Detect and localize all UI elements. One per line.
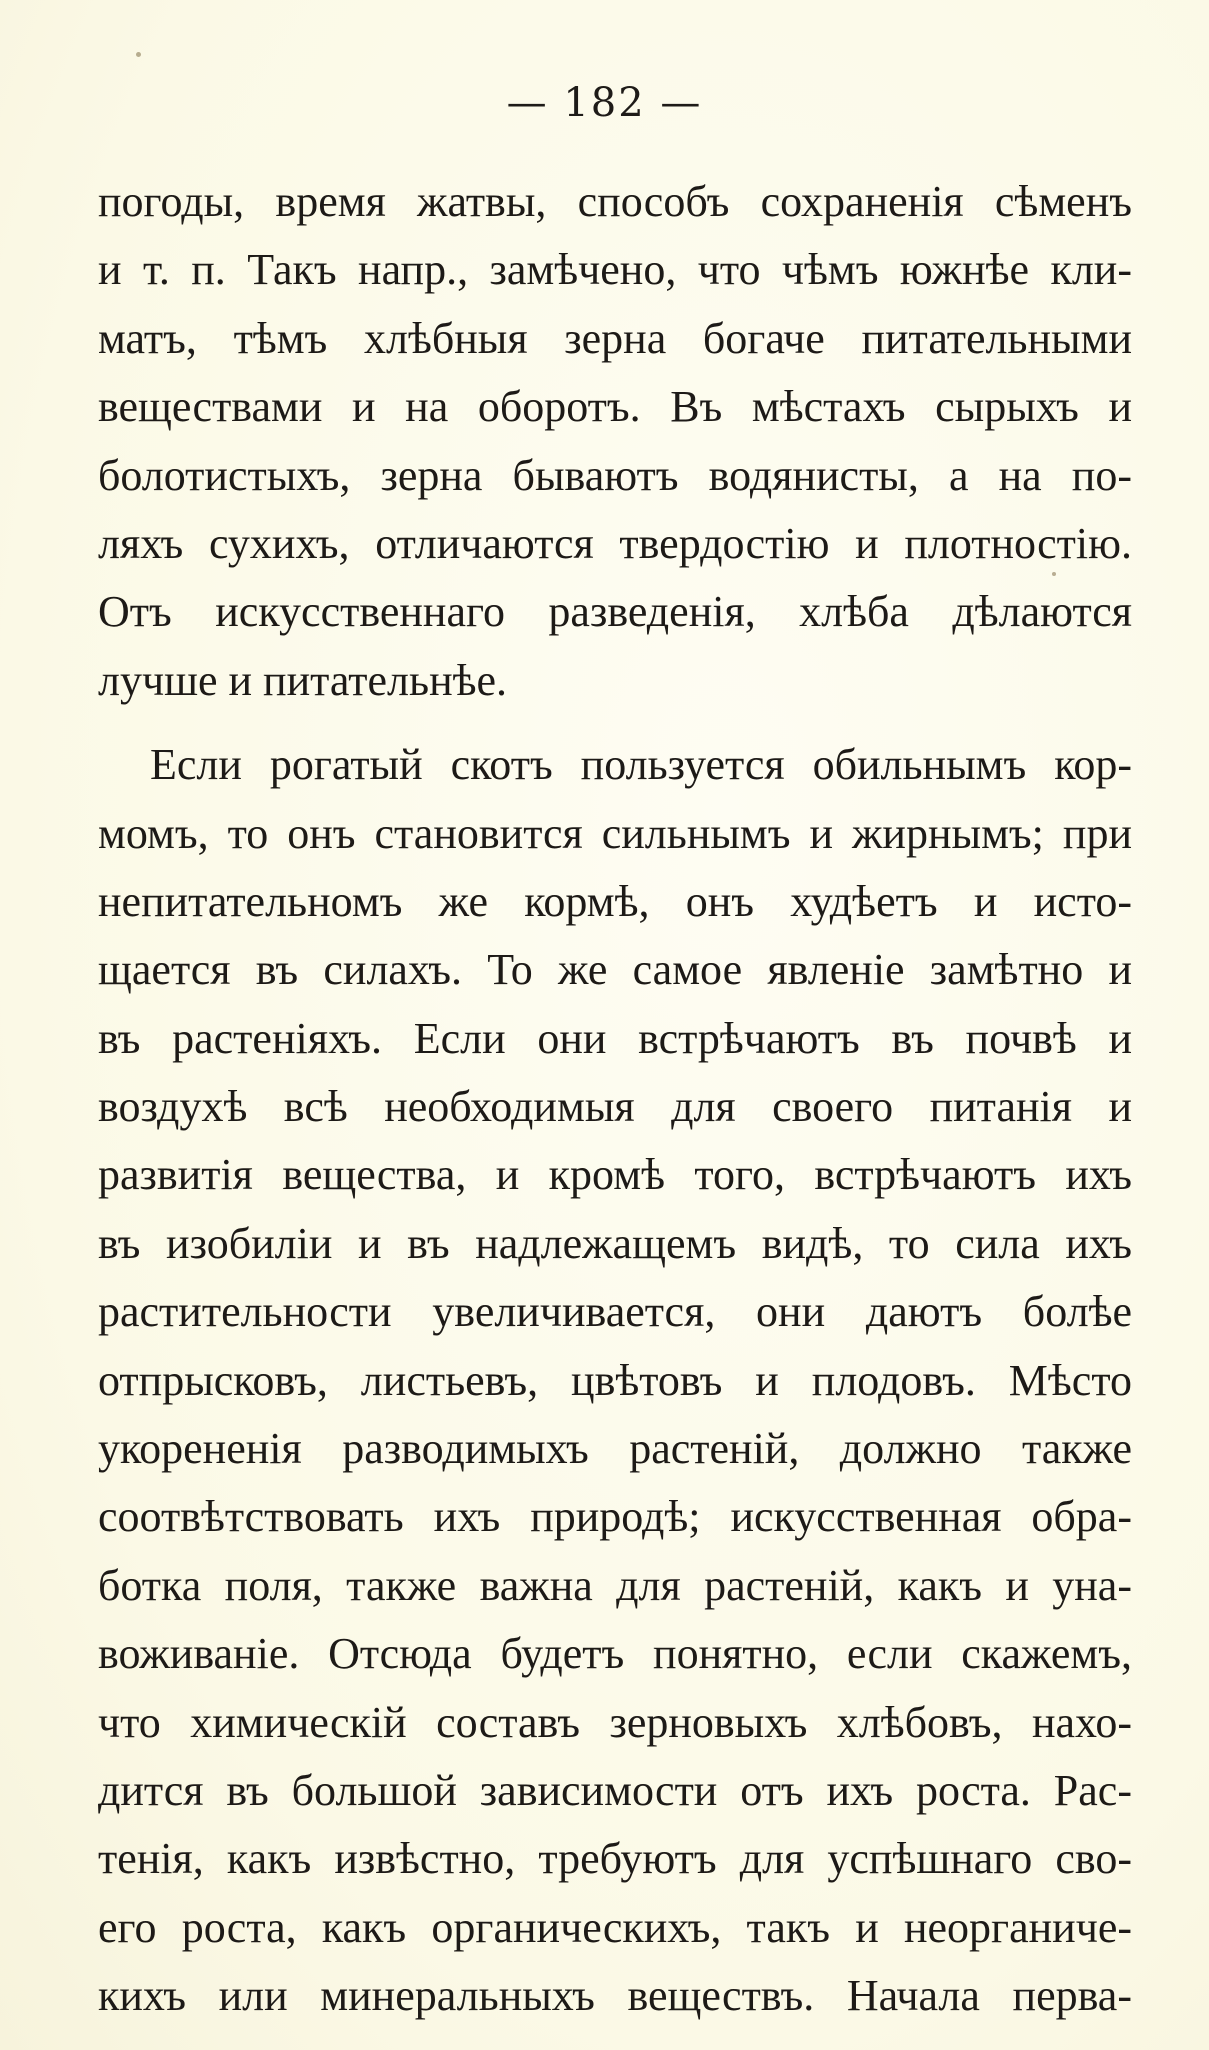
text-line: непитательномъ же кормѣ, онъ худѣетъ и исто- — [98, 876, 1132, 926]
text-line: въ растеніяхъ. Если они встрѣчаютъ въ почвѣ и — [98, 1013, 1132, 1063]
text-line: момъ, то онъ становится сильнымъ и жирнымъ; при — [98, 808, 1132, 858]
text-line: веществами и на оборотъ. Въ мѣстахъ сырыхъ и — [98, 382, 1132, 432]
text-line: соотвѣтствовать ихъ природѣ; искусственная обра- — [98, 1492, 1132, 1542]
text-line: ботка поля, также важна для растеній, какъ и уна- — [98, 1560, 1132, 1610]
text-line: растительности увеличивается, они даютъ болѣе — [98, 1287, 1132, 1337]
text-line: кихъ или минеральныхъ веществъ. Начала перва- — [98, 1971, 1132, 2021]
body-text — [98, 168, 1132, 2031]
text-line: погоды, время жатвы, способъ сохраненія сѣменъ — [98, 177, 1132, 226]
text-line: въ изобиліи и въ надлежащемъ видѣ, то сила ихъ — [98, 1218, 1132, 1268]
paragraph — [98, 731, 1132, 2030]
text-line: Отъ искусственнаго разведенія, хлѣба дѣлаются — [98, 587, 1132, 637]
text-line: что химическій составъ зерновыхъ хлѣбовъ, нахо- — [98, 1697, 1132, 1747]
text-line: дится въ большой зависимости отъ ихъ роста. Рас- — [98, 1765, 1132, 1815]
text-line: воживаніе. Отсюда будетъ понятно, если скажемъ, — [98, 1629, 1132, 1679]
text-line: отпрысковъ, листьевъ, цвѣтовъ и плодовъ. Мѣсто — [98, 1355, 1132, 1405]
text-line: воздухѣ всѣ необходимыя для своего питанія и — [98, 1082, 1132, 1132]
text-line: укорененія разводимыхъ растеній, должно также — [98, 1424, 1132, 1474]
text-line: его роста, какъ органическихъ, такъ и неорганиче- — [98, 1902, 1132, 1952]
text-line: Если рогатый скотъ пользуется обильнымъ кор- — [150, 740, 1132, 790]
text-line: матъ, тѣмъ хлѣбныя зерна богаче питательными — [98, 313, 1132, 363]
page-number: — 182 — — [506, 80, 703, 126]
text-line: и т. п. Такъ напр., замѣчено, что чѣмъ южнѣе кли- — [98, 245, 1132, 295]
paragraph — [98, 168, 1132, 715]
text-line: болотистыхъ, зерна бываютъ водянисты, а на по- — [98, 450, 1132, 500]
text-line: лучше и питательнѣе. — [98, 655, 508, 705]
text-line: тенія, какъ извѣстно, требуютъ для успѣшнаго сво- — [98, 1834, 1132, 1884]
text-line: развитія вещества, и кромѣ того, встрѣчаютъ ихъ — [98, 1150, 1132, 1200]
ink-speck — [136, 52, 141, 57]
text-line: щается въ силахъ. То же самое явленіе замѣтно и — [98, 945, 1132, 995]
text-line: ляхъ сухихъ, отличаются твердостію и плотностію. — [98, 518, 1132, 568]
